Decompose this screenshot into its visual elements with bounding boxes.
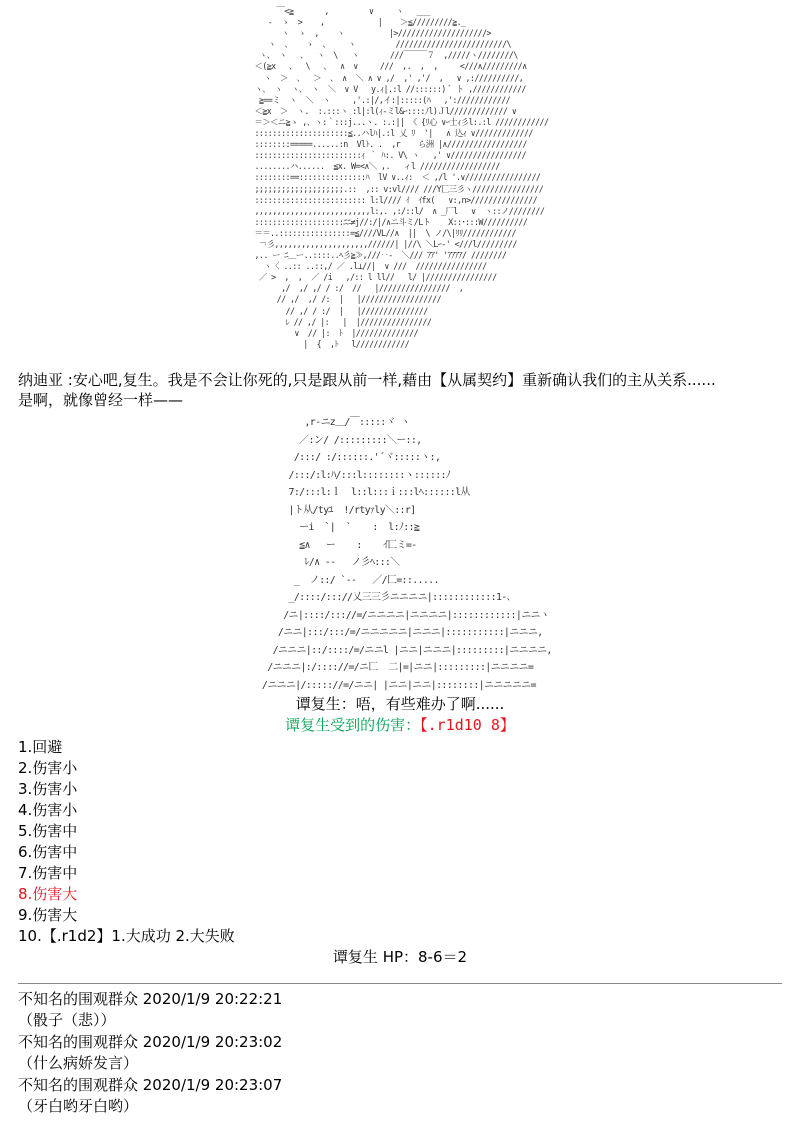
option-item: 7.伤害中: [18, 864, 78, 882]
option-item: 10.【.r1d2】1.大成功 2.大失败: [18, 927, 235, 945]
comments-divider: [18, 983, 782, 984]
option-item: 2.伤害小: [18, 759, 78, 777]
comment-text: （什么病娇发言）: [18, 1054, 139, 1072]
dialogue-tan-fusheng: 谭复生：唔，有些难办了啊......: [295, 695, 505, 713]
option-item: 9.伤害大: [18, 906, 78, 924]
option-item: 3.伤害小: [18, 780, 78, 798]
comment-text: （骰子（悲））: [18, 1011, 116, 1029]
comment-text: （牙白哟牙白哟）: [18, 1097, 139, 1115]
comment-header: 不知名的围观群众 2020/1/9 20:23:07: [18, 1076, 283, 1094]
comment-header: 不知名的围观群众 2020/1/9 20:23:02: [18, 1033, 283, 1051]
option-item: 5.伤害中: [18, 822, 78, 840]
dialogue-nadia: 纳迪亚 :安心吧,复生。我是不会让你死的,只是跟从前一样,藉由【从属契约】重新确认我们的主从关系......: [18, 371, 716, 389]
damage-roll: 【.r1d10 8】: [420, 716, 515, 734]
damage-label: 谭复生受到的伤害：: [285, 716, 421, 734]
ascii-art-scene-top: ￣<≧ , ∨ ヽ ___ - ゝ > , | ＞≦/////////≧._ ヽ ゝ , ヽ |>////////////////////> ヽ 、 ゝ 、 ヽ /////////////////////////\ ヽ、 ヽ 、 ヽ \ ヽ ///￣￣￣７ ,/////ヽ////////\ ＜(≧x 、 \ 、 ∧ ∨ /// ,. , , <///∧/////////∧ ヽ ＞ 、 ＞ 、 ∧ ＼ ∧ ∨ ,/ ,' ,'/ , ∨ ,://////////, ヽ、 ヽ ヽ、 ヽ ＼ ∨ V y.ｨ|.:l //::::::) ﾞ ト ,//////////// ≧==ミ ヽ ＼ ヽ ,'.:|/,イ:|:::::(ﾊ ,'://////////// ＜≧x ＞ ヽ. :.:::ヽ :l|:l(ｨ-ミl&ｰ::::ﾉl)Ｊl///////////// ∨ ＝＞＜ニ≧ゝ ,、ヽ:｀:::j...ヽ. :.:|| 《 {ﾘ心 ∨ｰ士ｨ彡l:.:l //////////// :::::::::::::::::::::≦..ハlﾊ|.:l 乂 ﾘ '| ∧ 込ｨ ∨///////////// ::::::::=====......:n Vlﾄ. . ,r ら洲 |∧////////////////// ::::::::::::::::::::::::ｨ ｀ ﾊ:. V\ ヽ ,' ∨///////////////// ........ハ...... ≦x. W=<∧＼ ,. ィl ////////////////// ::::::::==:::::::::::::::ﾊ lV ∨..ｨ: ＜ ,/l '.∨///////////////// ;;;;;;;;;;;;;;;;;;;;.:: ,:: v:vl//// ///Y匚三彡ヽ//////////////// ::::::::::::::::::::::::: l:l//// ｲ ｲfx( ∨:,n>/////////////// ,,,,,,,,,,,,,,,,,,,,,,,,,,l:,. ,:/::l/ ∧ _厂l ∨ ヽ::ノ//////// ::::::::::::::::::::ﾆﾆ≠j//:/|/∧ニ斗ミ/Lト X::･:::W////////// ＝＝..::::::::::::::::=≦////VL//∧ || \ ノ/\|ﾘﾘ//////////// ￢彡,,,,,,,,,,,,,,,,,,,,,//////| |//\ ＼Lｰ-' <///l///////// ,.. ー ﾆ＿ー..::::..ﾍ彡≧≫,///‥- ＼/// ｱｱ' 'ｱｱｱｱ/ //////// ヽ〈 ..:: ..::,/ ／ .l⊥//| ∨ /// //////////////// ／ > , , ／ /i ,/:: l ll// l/ |//////////////// ,/ ,/ ,/ / :/ // |//////////////// , // ,/ ,/ /: | |////////////////// // ,/ / :/ | |/////////////// ﾚ // ,/ |: | |//////////////// ∨ // |: ﾄ |////////////// | { ,ﾄ l////////////: [254, 6, 549, 349]
option-item: 1.回避: [18, 738, 63, 756]
option-item: 6.伤害中: [18, 843, 78, 861]
ascii-art-character: ,r-ニz＿/￣:::::ヾ ヽ ／:ン/ /:::::::::＼ー::, /:::/ :/::::::.'´ヾ:::::ヽ:, /:::/:l:ﾊ/:::l::::::::ヽ::::::ﾉ 7:/:::l:ｌ l::l:::ｉ:::lﾍ::::::l从 |ト从/tyﾕ !/rtyｧly＼::r] ーi `| ` : l:ﾉ::≧ ≦∧ ー : ｲ匸ミ=- ﾚ/∧ -- ノ彡ﾍ:::＼ _ ノ::/ `-- ／/匚=::..... _/::::/::://乂三三彡ニニニニ|::::::::::::1-､ /ニ|::::/::://=/ニニニニ|ニニニニ|::::::::::::|ニニヽ /ニニ|:::/:::/=/ニニニニニ|ニニニ|:::::::::::|ニニニ, /ニニニ|::/::::/=/ニニl |ニニ|ニニニ|:::::::::|ニニニニ, /ニニニ|:/:::://=/ニ匚 二|=|ニニ|:::::::::|ニニニニ= /ニニニ|/::::://=/ニニ| |ニニ|ニニ|::::::::|ニニニニニ=: [261, 417, 552, 691]
hp-line: 谭复生 HP：8-6＝2: [332, 948, 468, 966]
option-item-highlighted: 8.伤害大: [18, 885, 78, 903]
option-item: 4.伤害小: [18, 801, 78, 819]
damage-line: [0, 715, 800, 735]
dialogue-narration: 是啊，就像曾经一样——: [18, 391, 184, 409]
comment-header: 不知名的围观群众 2020/1/9 20:22:21: [18, 990, 283, 1008]
